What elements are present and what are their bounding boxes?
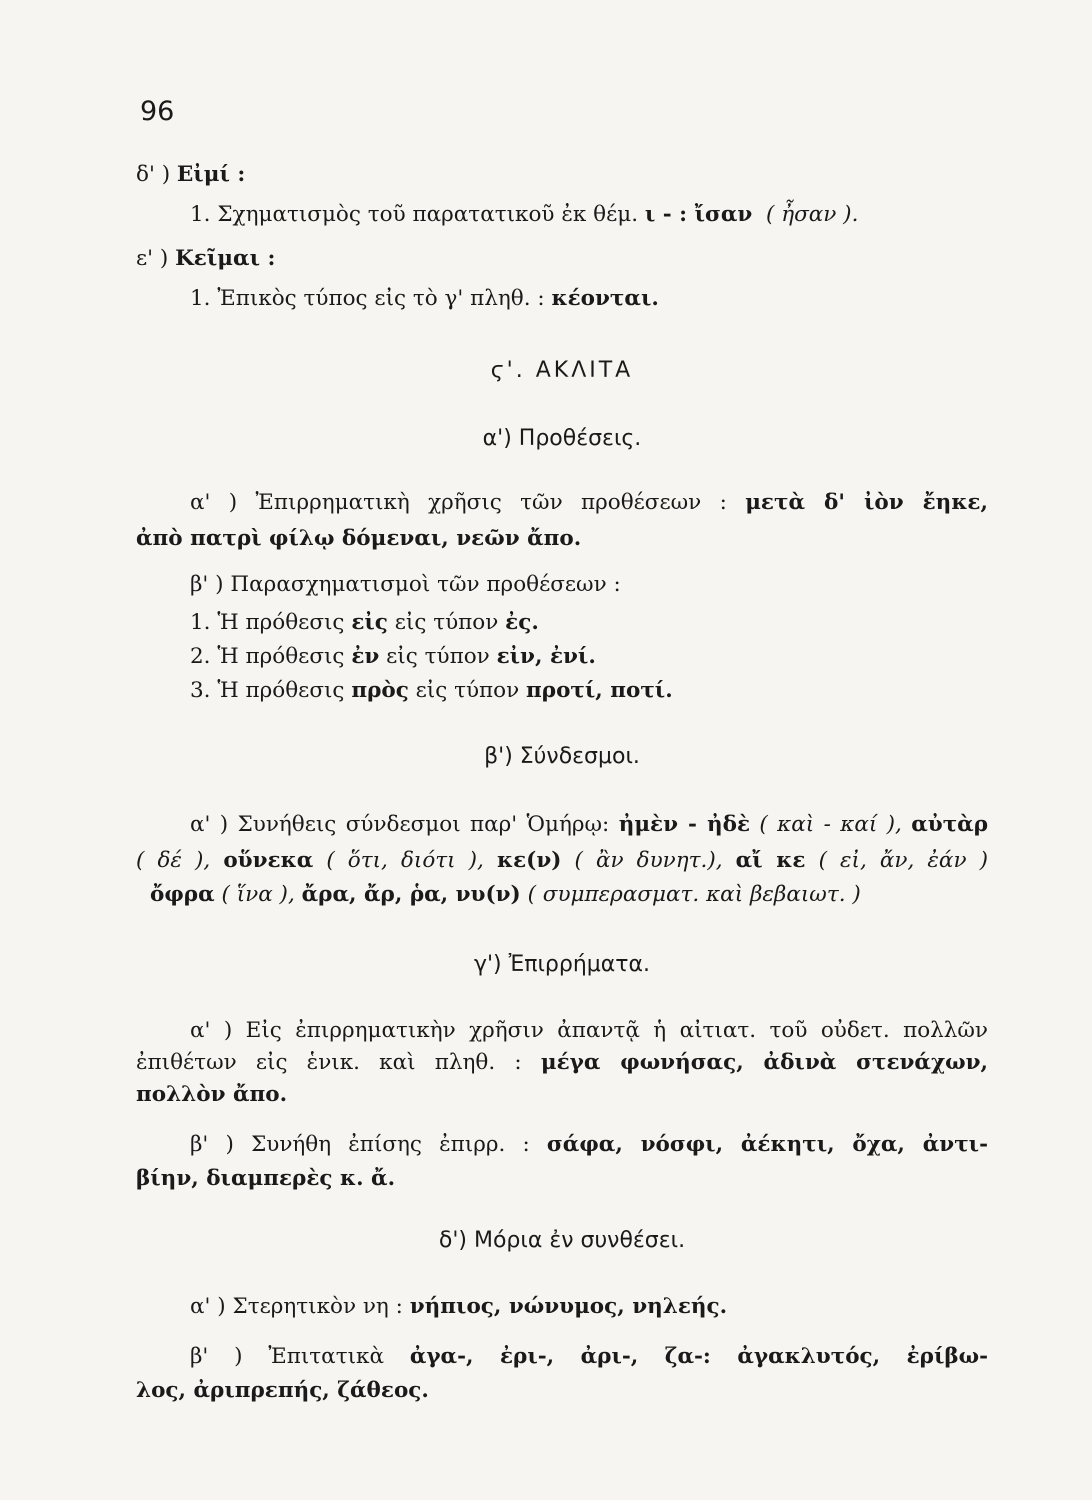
epirrimata-title: γ') Ἐπιρρήματα.: [473, 952, 651, 977]
prothesis-title: α') Προθέσεις.: [482, 426, 642, 451]
moria-a-bold: νήπιος, νώνυμος, νηλεής.: [409, 1294, 728, 1319]
prothesis-b-label: β' ): [190, 572, 224, 597]
moria-b-bold2: λος, ἀριπρεπής, ζάθεος.: [136, 1378, 429, 1403]
item-num: 3.: [190, 678, 211, 703]
syndesmoi-b1: ἠμὲν - ἠδὲ: [618, 812, 751, 837]
keimai-item-text: Ἐπικὸς τύπος εἰς τὸ γ' πληθ. :: [217, 286, 545, 311]
prothesis-b-heading: [190, 570, 988, 600]
moria-b-line1: [190, 1342, 988, 1372]
syndesmoi-l3-i2: ( συμπερασματ. καὶ βεβαιωτ. ): [527, 882, 861, 907]
prothesis-a-line2: [136, 524, 988, 554]
prothesis-b-item-3: [190, 676, 988, 706]
keimai-item-num: 1.: [190, 286, 211, 311]
item-bold2: εἰν, ἐνί.: [496, 644, 596, 669]
eimi-item-paren: ( ἦσαν ).: [765, 202, 859, 227]
section-header: ϛ'. ΑΚΛΙΤΑ: [490, 358, 634, 383]
epirrimata-b-line1: [190, 1130, 988, 1160]
eimi-item-1: [190, 200, 988, 230]
eimi-word: Εἰμί :: [176, 162, 246, 187]
item-bold2: προτί, ποτί.: [526, 678, 673, 703]
moria-a-text: Στερητικὸν νη :: [232, 1294, 403, 1319]
epirrimata-a-text2: ἐπιθέτων εἰς ἑνικ. καὶ πληθ. :: [136, 1050, 522, 1075]
epirrimata-a-label: α' ): [190, 1018, 233, 1043]
item-bold1: ἐν: [351, 644, 380, 669]
epirrimata-b-line2: [136, 1164, 988, 1194]
moria-a-line: [190, 1292, 988, 1322]
syndesmoi-l3-b2: ἄρα, ἄρ, ῥα, νυ(ν): [301, 882, 521, 907]
syndesmoi-i1: ( καὶ - καί ),: [759, 812, 902, 837]
item-mid: εἰς τύπον: [394, 610, 499, 635]
epirrimata-a-line1: [190, 1016, 988, 1046]
epirrimata-a-line3: [136, 1080, 988, 1110]
prothesis-a-bold1: μετὰ δ' ἰὸν ἔηκε,: [745, 490, 988, 515]
syndesmoi-l2-i1: ( δέ ),: [136, 848, 211, 873]
prothesis-b-item-2: [190, 642, 988, 672]
item-num: 1.: [190, 610, 211, 635]
prothesis-a-line1: [190, 488, 988, 518]
epirrimata-b-bold2: βίην, διαμπερὲς κ. ἄ.: [136, 1166, 396, 1191]
eimi-item-num: 1.: [190, 202, 211, 227]
syndesmoi-line2: [136, 846, 988, 876]
item-bold1: πρὸς: [351, 678, 409, 703]
syndesmoi-label: α' ): [190, 812, 229, 837]
item-num: 2.: [190, 644, 211, 669]
eimi-item-text: Σχηματισμὸς τοῦ παρατατικοῦ ἐκ θέμ.: [217, 202, 639, 227]
moria-b-line2: [136, 1376, 988, 1406]
syndesmoi-l2-i4: ( εἰ, ἄν, ἐάν ): [818, 848, 988, 873]
syndesmoi-text: Συνήθεις σύνδεσμοι παρ' Ὁμήρῳ:: [237, 812, 610, 837]
epirrimata-a-line2: [136, 1048, 988, 1078]
eimi-heading: [136, 160, 988, 190]
syndesmoi-l2-b1: οὕνεκα: [223, 848, 314, 873]
epirrimata-b-bold: σάφα, νόσφι, ἀέκητι, ὄχα, ἀντι-: [546, 1132, 988, 1157]
epirrimata-b-label: β' ): [190, 1132, 234, 1157]
epirrimata-b-text: Συνήθη ἐπίσης ἐπιρρ. :: [251, 1132, 530, 1157]
keimai-item-1: [190, 284, 988, 314]
syndesmoi-l2-b3: αἴ κε: [735, 848, 806, 873]
prothesis-b-text: Παρασχηματισμοὶ τῶν προθέσεων :: [230, 572, 621, 597]
syndesmoi-b2: αὐτὰρ: [911, 812, 989, 837]
epirrimata-a-bold2: πολλὸν ἄπο.: [136, 1082, 288, 1107]
eimi-item-bold: ι - : ἴσαν: [644, 202, 753, 227]
moria-b-text: Ἐπιτατικὰ: [268, 1344, 384, 1369]
syndesmoi-l3-i1: ( ἵνα ),: [221, 882, 295, 907]
syndesmoi-l2-i2: ( ὅτι, διότι ),: [326, 848, 484, 873]
moria-a-label: α' ): [190, 1294, 226, 1319]
prothesis-b-item-1: [190, 608, 988, 638]
keimai-word: Κεῖμαι :: [175, 246, 276, 271]
keimai-heading: [136, 244, 988, 274]
epirrimata-a-bold: μέγα φωνήσας, ἀδινὰ στενάχων,: [540, 1050, 988, 1075]
item-pre: Ἡ πρόθεσις: [217, 644, 345, 669]
moria-b-label: β' ): [190, 1344, 243, 1369]
item-mid: εἰς τύπον: [415, 678, 520, 703]
epirrimata-a-text: Εἰς ἐπιρρηματικὴν χρῆσιν ἀπαντᾷ ἡ αἰτιατ. τοῦ οὐδετ. πολλῶν: [245, 1018, 988, 1043]
syndesmoi-line1: [190, 810, 988, 840]
eimi-label: δ' ): [136, 162, 171, 187]
prothesis-a-text: Ἐπιρρηματικὴ χρῆσις τῶν προθέσεων :: [255, 490, 727, 515]
item-pre: Ἡ πρόθεσις: [217, 678, 345, 703]
item-bold2: ἐς.: [505, 610, 539, 635]
keimai-label: ε' ): [136, 246, 169, 271]
syndesmoi-l2-i3: ( ἂν δυνητ.),: [574, 848, 723, 873]
syndesmoi-line3: [150, 880, 1002, 910]
syndesmoi-l3-b1: ὄφρα: [150, 882, 215, 907]
moria-b-bold: ἀγα-, ἐρι-, ἀρι-, ζα-: ἀγακλυτός, ἐρίβω-: [409, 1344, 989, 1369]
item-mid: εἰς τύπον: [386, 644, 490, 669]
syndesmoi-l2-b2: κε(ν): [496, 848, 562, 873]
syndesmoi-title: β') Σύνδεσμοι.: [484, 744, 640, 769]
moria-title: δ') Μόρια ἐν συνθέσει.: [438, 1228, 686, 1253]
page-number: 96: [140, 96, 175, 127]
item-pre: Ἡ πρόθεσις: [217, 610, 345, 635]
prothesis-a-label: α' ): [190, 490, 238, 515]
keimai-item-bold: κέονται.: [551, 286, 659, 311]
prothesis-a-bold2: ἀπὸ πατρὶ φίλῳ δόμεναι, νεῶν ἄπο.: [136, 526, 582, 551]
item-bold1: εἰς: [351, 610, 388, 635]
